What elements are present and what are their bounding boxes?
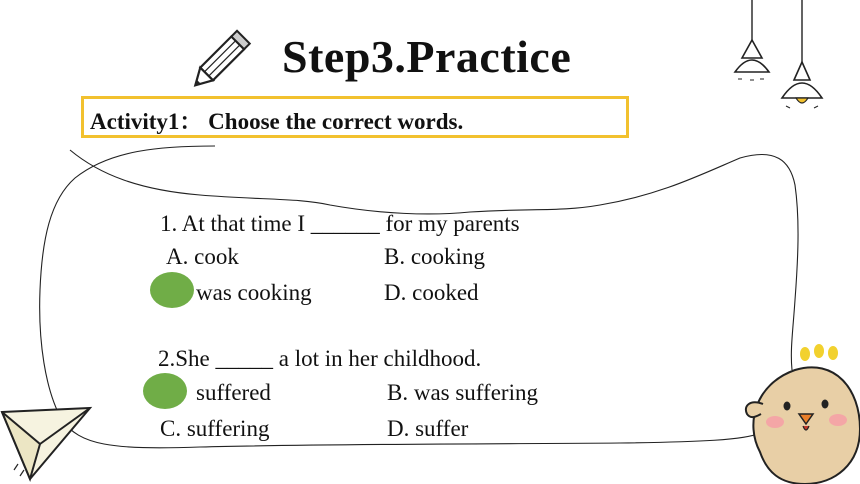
hanging-lamp-icon — [730, 0, 840, 115]
chick-mascot-icon — [735, 334, 860, 484]
question-2-option-c[interactable]: C. suffering — [160, 416, 270, 441]
question-1-option-c[interactable]: was cooking — [196, 280, 312, 305]
pencil-icon — [190, 22, 260, 92]
question-2-option-d[interactable]: D. suffer — [387, 416, 469, 441]
question-1-option-d[interactable]: D. cooked — [384, 280, 479, 305]
paper-plane-icon — [0, 404, 100, 484]
question-1-option-a[interactable]: A. cook — [166, 244, 239, 269]
question-2-stem: 2.She _____ a lot in her childhood. — [158, 346, 482, 371]
question-2-answer-marker — [143, 373, 187, 409]
question-1-stem: 1. At that time I ______ for my parents — [160, 211, 520, 236]
activity-instruction: Activity1： Choose the correct words. — [90, 109, 464, 134]
slide-title: Step3.Practice — [282, 31, 572, 82]
question-1-option-b[interactable]: B. cooking — [384, 244, 485, 269]
question-2-option-a[interactable]: suffered — [196, 380, 271, 405]
question-1-answer-marker — [150, 272, 194, 308]
question-2-option-b[interactable]: B. was suffering — [387, 380, 538, 405]
